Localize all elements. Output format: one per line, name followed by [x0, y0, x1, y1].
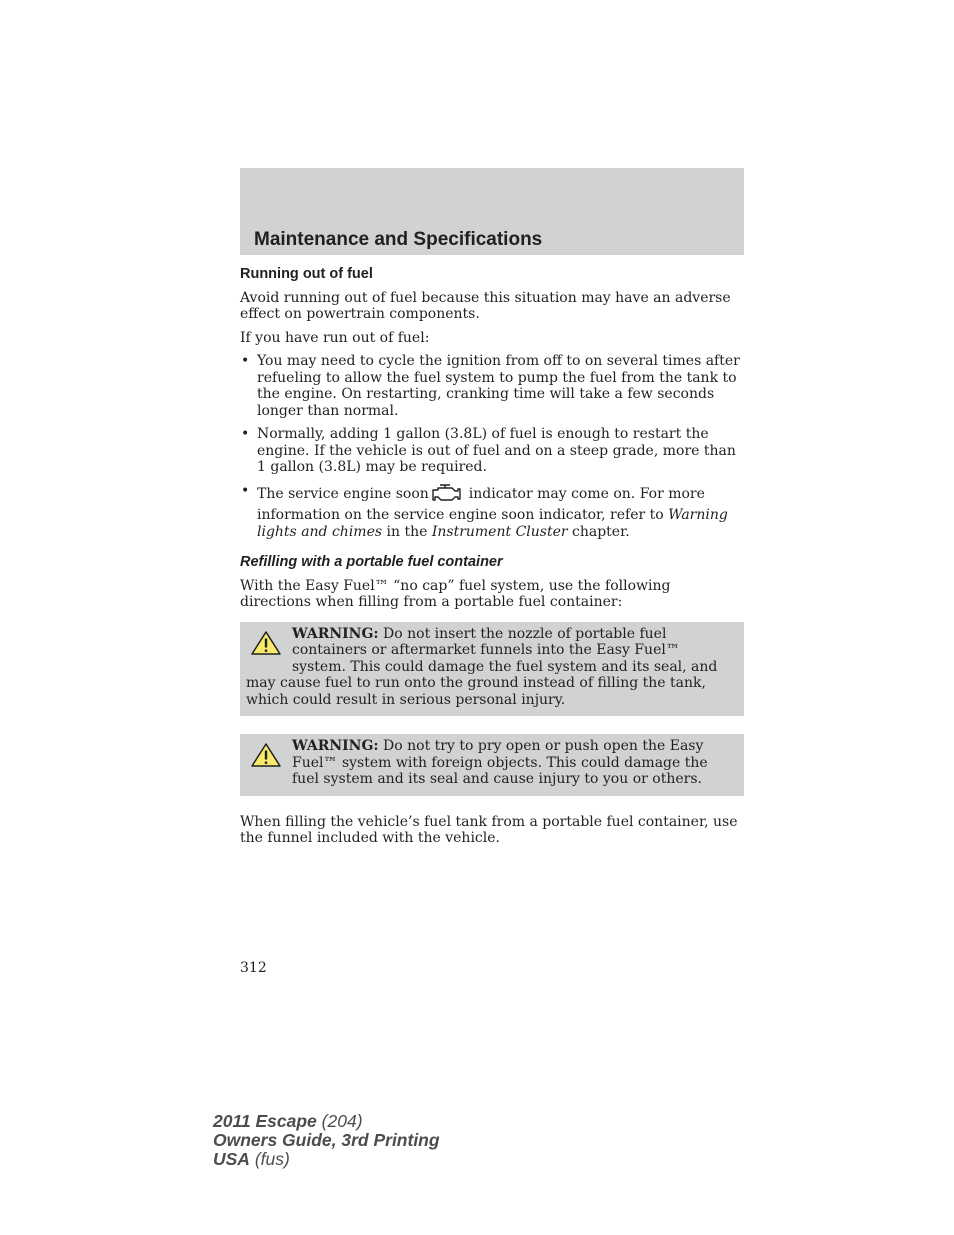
- warning-triangle-icon: [250, 742, 282, 773]
- bullet-dot: •: [241, 426, 250, 442]
- footer-market: USA: [213, 1149, 250, 1169]
- paragraph-lead: If you have run out of fuel:: [240, 329, 430, 346]
- engine-icon: [431, 483, 463, 508]
- list-item: [240, 483, 744, 541]
- footer-line-guide: [213, 1131, 440, 1150]
- warning-box: [240, 622, 744, 717]
- section-header-band: [240, 168, 744, 255]
- footer-line-market: [213, 1150, 440, 1169]
- bullet-text-before-icon: The service engine soon: [257, 485, 429, 502]
- warning-label: WARNING:: [292, 625, 379, 642]
- list-item: [240, 426, 744, 476]
- page-number: 312: [240, 960, 267, 976]
- bullet-list: [240, 353, 744, 540]
- heading-refilling: Refilling with a portable fuel container: [240, 554, 503, 570]
- paragraph-refilling-intro: With the Easy Fuel™ “no cap” fuel system, use the following directions when filling from a portable fuel container:: [240, 577, 671, 610]
- reference-instrument-cluster: Instrument Cluster: [431, 523, 568, 540]
- warning-triangle-icon: [250, 630, 282, 661]
- list-item: [240, 353, 744, 419]
- warning-text: Do not try to pry open or push open the Easy Fuel™ system with foreign objects. This could damage the fuel system and its seal and cause injury to you or others.: [292, 738, 708, 787]
- page-content: [240, 266, 744, 854]
- footer-model-code: (204): [321, 1111, 363, 1131]
- footer-model: 2011 Escape: [213, 1111, 317, 1131]
- bullet-text-end: chapter.: [572, 523, 630, 540]
- footer-market-code: (fus): [254, 1149, 290, 1169]
- warning-label: WARNING:: [292, 738, 379, 754]
- bullet-text: You may need to cycle the ignition from off to on several times after refueling to allow the fuel system to pump the fuel from the tank to the engine. On restarting, cranking time will take a few seconds longer than normal.: [257, 353, 740, 419]
- warning-text: Do not insert the nozzle of portable fuel containers or aftermarket funnels into the Easy Fuel™ system. This could damage the fuel system and its seal, and may cause fuel to run onto the ground instead of filling the tank, which could result in serious personal injury.: [246, 625, 718, 708]
- bullet-dot: •: [241, 482, 250, 499]
- reference-warning-lights: Warning lights and chimes: [257, 507, 728, 540]
- bullet-text-mid: in the: [386, 523, 428, 540]
- bullet-text-after-icon: indicator may come on. For more information on the service engine soon indicator, refer to: [257, 485, 705, 523]
- paragraph-closing: When filling the vehicle’s fuel tank from a portable fuel container, use the funnel included with the vehicle.: [240, 813, 738, 846]
- bullet-text: Normally, adding 1 gallon (3.8L) of fuel is enough to restart the engine. If the vehicle is out of fuel and on a steep grade, more than 1 gallon (3.8L) may be required.: [257, 426, 736, 475]
- bullet-dot: •: [241, 353, 250, 369]
- footer-line-model: [213, 1112, 440, 1131]
- footer-guide: Owners Guide, 3rd Printing: [213, 1130, 440, 1150]
- section-title: Maintenance and Specifications: [254, 229, 543, 250]
- document-footer: [213, 1112, 440, 1169]
- heading-running-out-of-fuel: Running out of fuel: [240, 266, 373, 282]
- paragraph-intro: Avoid running out of fuel because this situation may have an adverse effect on powertrain components.: [240, 289, 731, 322]
- warning-box: [240, 734, 744, 796]
